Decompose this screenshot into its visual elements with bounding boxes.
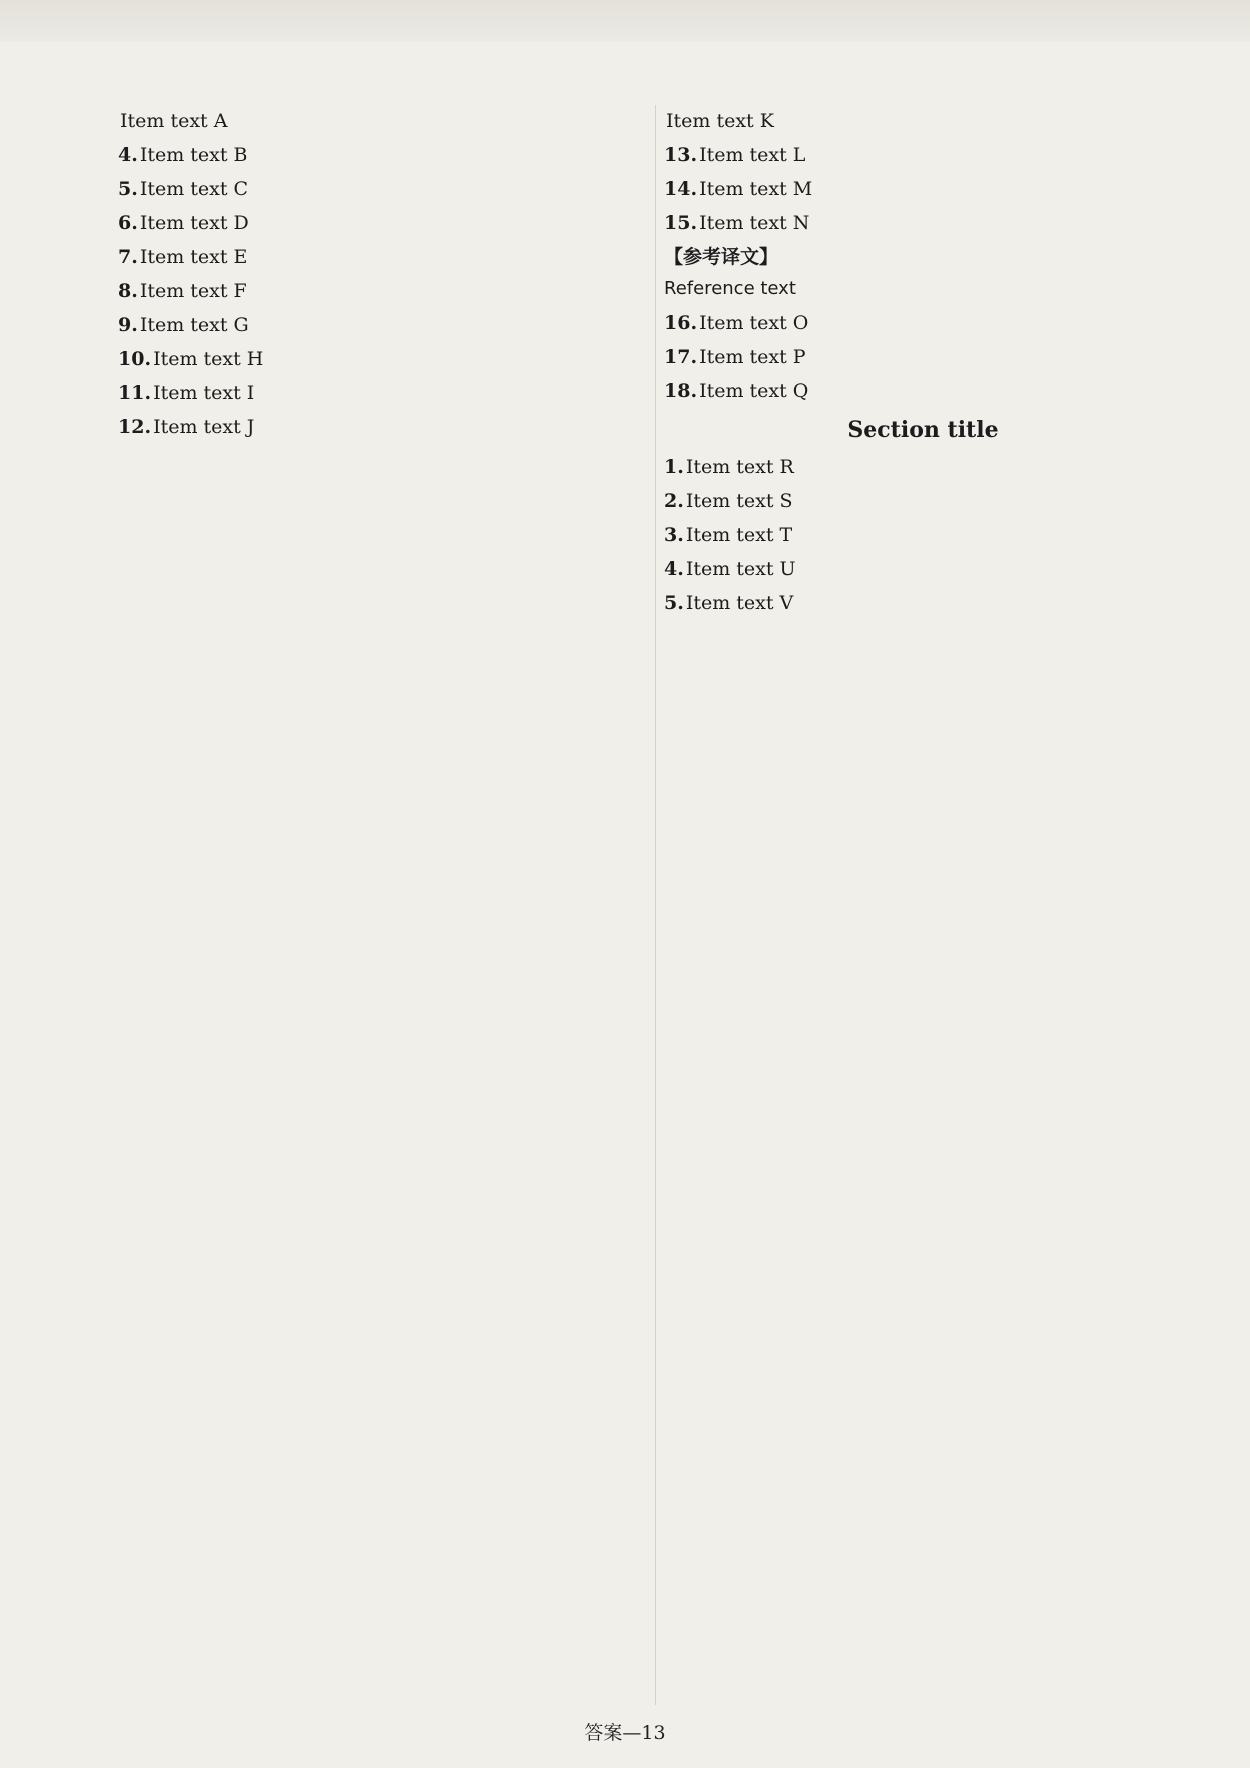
item-text: Item text G	[139, 314, 249, 336]
answer-item	[118, 173, 646, 205]
item-text: Item text D	[139, 212, 249, 234]
item-text: Item text J	[153, 416, 255, 438]
item-number: 4.	[118, 144, 138, 166]
item-text: Item text B	[139, 144, 248, 166]
item-text: Item text H	[153, 348, 264, 370]
item-text: Item text F	[139, 280, 247, 302]
page-header-band	[0, 0, 1250, 42]
item-text: Item text E	[139, 246, 248, 268]
left-column	[118, 105, 646, 1705]
item-number: 18.	[664, 380, 698, 402]
answer-item	[664, 375, 1182, 407]
item-text: Item text M	[699, 178, 813, 200]
answer-item	[118, 139, 646, 171]
item-text: Item text R	[685, 456, 794, 478]
answer-item	[118, 241, 646, 273]
item-number: 2.	[664, 490, 684, 512]
answer-item	[664, 307, 1182, 339]
answer-item	[118, 343, 646, 375]
item-text: Item text S	[685, 490, 793, 512]
item-number: 15.	[664, 212, 698, 234]
answer-item	[118, 377, 646, 409]
reference-translation: Reference text	[664, 278, 796, 299]
page-footer: 答案—13	[584, 1722, 666, 1744]
answer-item	[664, 485, 1182, 517]
answer-item	[664, 587, 1182, 619]
item-text: Item text V	[685, 592, 794, 614]
column-divider	[655, 105, 656, 1705]
answer-item	[664, 451, 1182, 483]
item-number: 14.	[664, 178, 698, 200]
answer-item	[664, 173, 1182, 205]
answer-item	[118, 105, 646, 137]
item-number: 4.	[664, 558, 684, 580]
answer-item	[664, 105, 1182, 137]
item-text: Item text Q	[699, 380, 809, 402]
right-column	[664, 105, 1182, 1705]
item-number: 7.	[118, 246, 138, 268]
answer-item	[118, 275, 646, 307]
item-number: 16.	[664, 312, 698, 334]
item-text: Item text T	[685, 524, 793, 546]
answer-item	[118, 207, 646, 239]
item-text: Item text C	[139, 178, 249, 200]
item-text: Item text N	[699, 212, 810, 234]
item-number: 3.	[664, 524, 684, 546]
answer-item	[664, 207, 1182, 239]
item-number: 13.	[664, 144, 698, 166]
reference-heading: 【参考译文】	[664, 246, 779, 268]
item-number: 17.	[664, 346, 698, 368]
item-number: 6.	[118, 212, 138, 234]
answer-item	[664, 139, 1182, 171]
item-number: 10.	[118, 348, 152, 370]
item-number: 5.	[118, 178, 138, 200]
item-text: Item text P	[699, 346, 806, 368]
item-number: 11.	[118, 382, 152, 404]
item-text: Item text K	[666, 110, 774, 132]
answer-item	[664, 553, 1182, 585]
item-text: Item text U	[685, 558, 796, 580]
answer-item	[664, 519, 1182, 551]
item-number: 9.	[118, 314, 138, 336]
item-text: Item text A	[120, 110, 228, 132]
item-text: Item text O	[699, 312, 809, 334]
item-number: 1.	[664, 456, 684, 478]
answer-item	[664, 341, 1182, 373]
answer-item	[118, 309, 646, 341]
item-number: 8.	[118, 280, 138, 302]
item-number: 5.	[664, 592, 684, 614]
item-text: Item text I	[153, 382, 255, 404]
item-number: 12.	[118, 416, 152, 438]
section-title: Section title	[847, 417, 999, 443]
answer-item	[118, 411, 646, 443]
item-text: Item text L	[699, 144, 806, 166]
